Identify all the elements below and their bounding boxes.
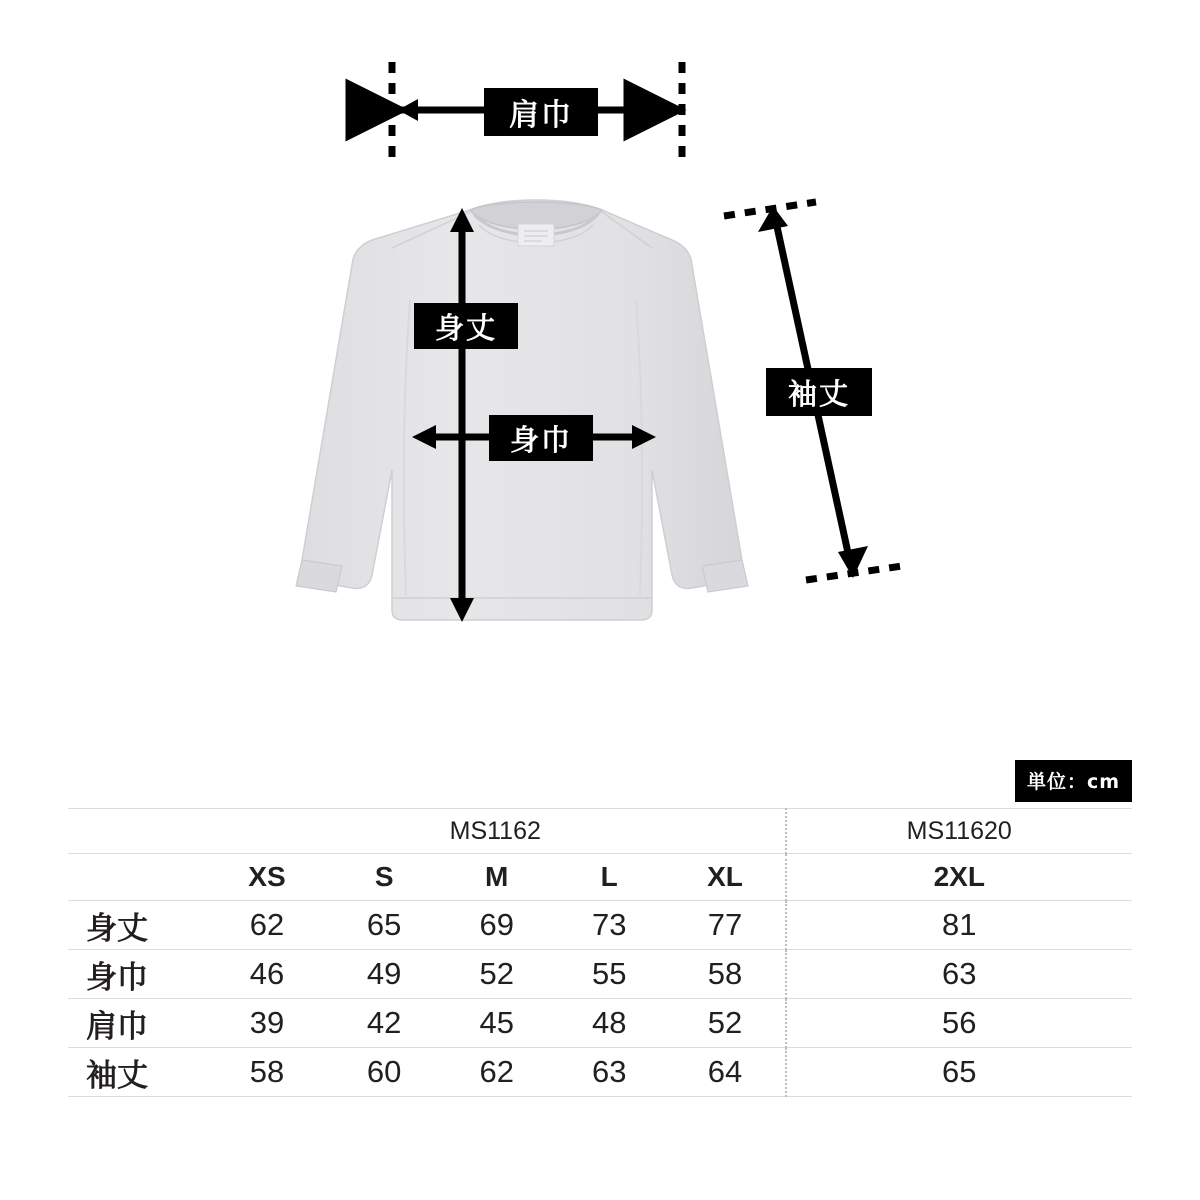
model-name-ms11620: MS11620 — [786, 809, 1132, 854]
table-model-row — [68, 809, 1132, 854]
table-size-row — [68, 854, 1132, 901]
cell-body-width-xs: 46 — [206, 950, 328, 999]
cell-shoulder-s: 42 — [328, 999, 441, 1048]
table-row — [68, 901, 1132, 950]
cell-sleeve-m: 62 — [440, 1048, 553, 1097]
cell-shoulder-2xl: 56 — [786, 999, 1132, 1048]
model-name-ms1162: MS1162 — [206, 809, 786, 854]
label-sleeve-length — [766, 368, 872, 416]
cell-sleeve-2xl: 65 — [786, 1048, 1132, 1097]
table-row — [68, 950, 1132, 999]
cell-body-length-2xl: 81 — [786, 901, 1132, 950]
cell-shoulder-xs: 39 — [206, 999, 328, 1048]
label-sleeve-length-text: 袖丈 — [787, 376, 850, 411]
table-row — [68, 999, 1132, 1048]
size-header-xl: XL — [666, 854, 786, 901]
label-shoulder-width-text: 肩巾 — [509, 98, 573, 133]
cell-body-width-s: 49 — [328, 950, 441, 999]
cell-shoulder-m: 45 — [440, 999, 553, 1048]
label-body-width-text: 身巾 — [509, 422, 572, 457]
cell-body-length-m: 69 — [440, 901, 553, 950]
cell-shoulder-l: 48 — [553, 999, 666, 1048]
size-header-2xl: 2XL — [786, 854, 1132, 901]
cell-body-width-l: 55 — [553, 950, 666, 999]
cell-body-length-l: 73 — [553, 901, 666, 950]
cell-sleeve-xl: 64 — [666, 1048, 786, 1097]
size-row-corner — [68, 854, 206, 901]
table-row — [68, 1048, 1132, 1097]
cell-sleeve-xs: 58 — [206, 1048, 328, 1097]
size-header-l: L — [553, 854, 666, 901]
unit-badge — [1015, 760, 1132, 802]
cell-body-length-xl: 77 — [666, 901, 786, 950]
size-header-xs: XS — [206, 854, 328, 901]
model-row-corner — [68, 809, 206, 854]
cell-shoulder-xl: 52 — [666, 999, 786, 1048]
size-header-s: S — [328, 854, 441, 901]
cell-body-length-s: 65 — [328, 901, 441, 950]
row-label-shoulder-width: 肩巾 — [68, 999, 206, 1048]
label-body-length — [414, 303, 518, 349]
cell-body-width-m: 52 — [440, 950, 553, 999]
cell-body-length-xs: 62 — [206, 901, 328, 950]
size-table — [68, 808, 1132, 1097]
cell-sleeve-l: 63 — [553, 1048, 666, 1097]
row-label-body-width: 身巾 — [68, 950, 206, 999]
label-shoulder-width — [484, 88, 598, 136]
row-label-body-length: 身丈 — [68, 901, 206, 950]
label-body-length-text: 身丈 — [434, 310, 497, 345]
label-body-width — [489, 415, 593, 461]
cell-body-width-xl: 58 — [666, 950, 786, 999]
unit-badge-text: 単位：cm — [1026, 771, 1120, 793]
cell-sleeve-s: 60 — [328, 1048, 441, 1097]
cell-body-width-2xl: 63 — [786, 950, 1132, 999]
row-label-sleeve-length: 袖丈 — [68, 1048, 206, 1097]
size-header-m: M — [440, 854, 553, 901]
